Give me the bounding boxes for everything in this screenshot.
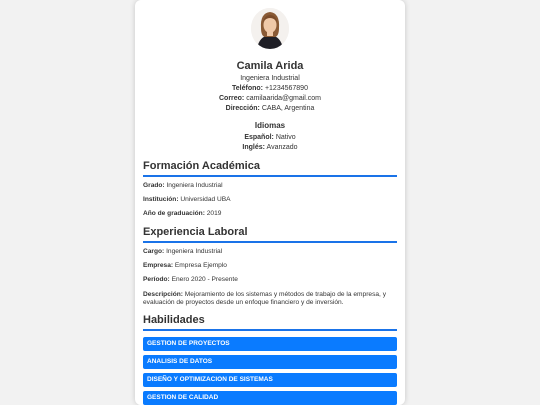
section-title: Habilidades: [143, 314, 397, 331]
phone-value: +1234567890: [263, 85, 308, 92]
language-item: [135, 144, 405, 151]
section-title: Formación Académica: [143, 160, 397, 177]
experience-field: [143, 262, 397, 270]
address-value: CABA, Argentina: [259, 105, 315, 112]
language-label: Inglés:: [242, 144, 265, 151]
field-label: Cargo:: [143, 248, 165, 255]
email-label: Correo:: [218, 95, 245, 102]
skill-item[interactable]: ANALISIS DE DATOS: [143, 355, 397, 369]
education-field: [143, 210, 397, 218]
field-value: Enero 2020 - Presente: [169, 276, 238, 283]
experience-description: [143, 291, 397, 307]
field-label: Descripción:: [143, 291, 183, 298]
education-field: [143, 182, 397, 190]
language-label: Español:: [244, 134, 274, 141]
field-value: Ingeniera Industrial: [164, 248, 223, 255]
skill-item[interactable]: GESTION DE PROYECTOS: [143, 337, 397, 351]
education-section: [143, 160, 397, 177]
language-value: Nativo: [273, 134, 296, 141]
skills-section: [143, 314, 397, 331]
cv-card: [135, 0, 405, 405]
field-value: Ingeniera Industrial: [164, 182, 223, 189]
experience-field: [143, 276, 397, 284]
skill-item[interactable]: GESTION DE CALIDAD: [143, 391, 397, 405]
profile-address: [135, 105, 405, 112]
profile-name: Camila Arida: [236, 60, 304, 72]
field-label: Empresa:: [143, 262, 174, 269]
avatar: [251, 8, 289, 49]
skill-item[interactable]: DISEÑO Y OPTIMIZACION DE SISTEMAS: [143, 373, 397, 387]
email-value: camilaarida@gmail.com: [244, 95, 322, 102]
field-value: 2019: [204, 210, 222, 217]
phone-label: Teléfono:: [232, 85, 263, 92]
field-label: Institución:: [143, 196, 179, 203]
experience-section: [143, 226, 397, 243]
field-value: Mejoramiento de los sistemas y métodos de trabajo de la empresa, y evaluación de proyectos desde un enfoque financiero y de inversión.: [143, 291, 386, 306]
languages-title: Idiomas: [254, 121, 286, 130]
field-value: Universidad UBA: [178, 196, 231, 203]
field-label: Período:: [143, 276, 170, 283]
field-label: Grado:: [143, 182, 165, 189]
address-label: Dirección:: [225, 105, 260, 112]
profile-email: [135, 95, 405, 102]
language-item: [135, 134, 405, 141]
field-value: Empresa Ejemplo: [173, 262, 227, 269]
language-value: Avanzado: [264, 144, 298, 151]
experience-field: [143, 248, 397, 256]
section-title: Experiencia Laboral: [143, 226, 397, 243]
education-field: [143, 196, 397, 204]
profile-phone: [135, 85, 405, 92]
profile-role: Ingeniera Industrial: [240, 75, 300, 82]
field-label: Año de graduación:: [143, 210, 205, 217]
